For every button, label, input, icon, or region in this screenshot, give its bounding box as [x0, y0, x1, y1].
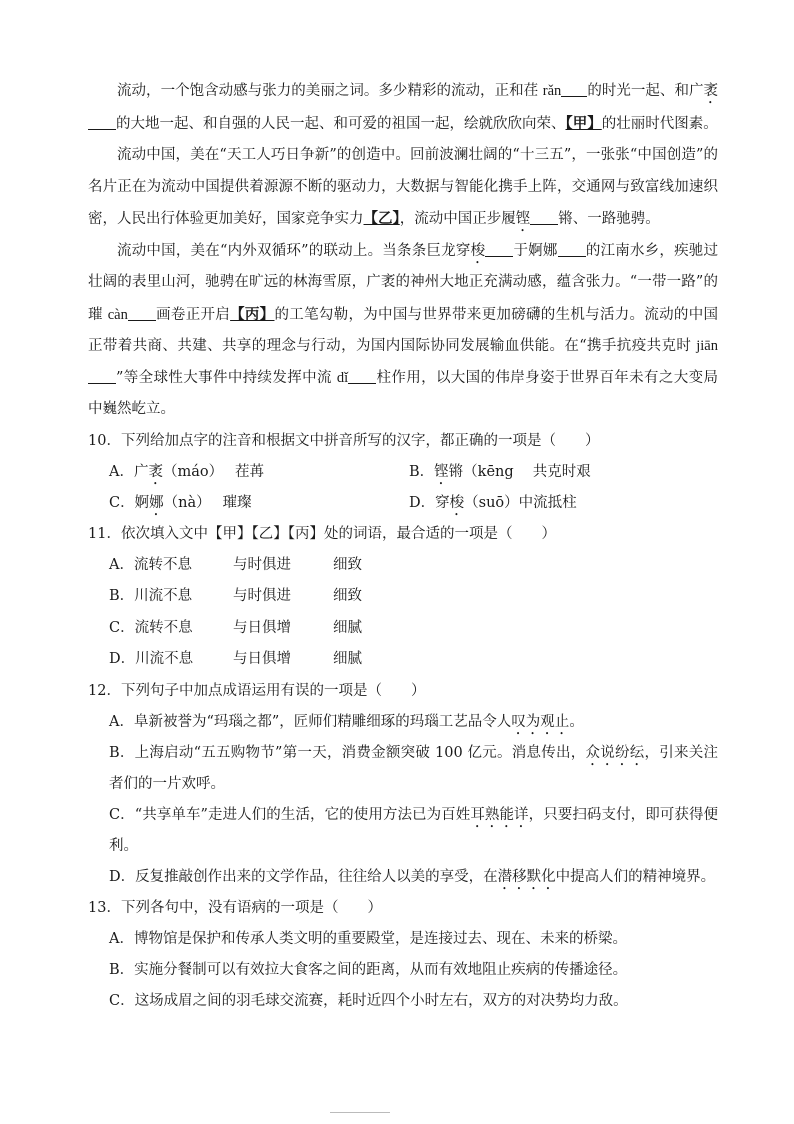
- option-text: 与时俱进: [233, 556, 292, 573]
- text: （nà） 璀璨: [163, 494, 252, 511]
- question-10-stem: 10．下列给加点字的注音和根据文中拼音所写的汉字，都正确的一项是（ ）: [88, 432, 600, 449]
- text: ，只要扫码支付，即可获得便利。: [109, 806, 719, 854]
- option-text: 细腻: [333, 651, 363, 667]
- option-b[interactable]: B．实施分餐制可以有效拉大食客之间的距离，从而有效地阻止疾病的传播途径。: [109, 961, 628, 978]
- bracket-yi: 【乙】: [363, 210, 400, 227]
- text: 的工笔勾勒，为中国与世界带来更加磅礴的生机与活力。流动的中国正带着共商、共建、共享的理念与行动，为国内国际协同发展输血供能。在“携手抗疫共克时: [88, 306, 719, 354]
- option-c[interactable]: [109, 488, 409, 519]
- text: 锵、一路驰骋。: [558, 211, 660, 227]
- text: C．婀: [109, 494, 150, 511]
- fill-blank[interactable]: [558, 241, 586, 257]
- option-d[interactable]: [88, 644, 718, 676]
- question-10-options-ab: [88, 457, 718, 488]
- text: A．广: [109, 463, 149, 480]
- dotted-char: 袤: [148, 463, 163, 480]
- exam-page: [88, 76, 718, 1017]
- question-12-stem: 12．下列句子中加点成语运用有误的一项是（ ）: [88, 682, 426, 699]
- dotted-idiom: 叹为观止: [511, 713, 570, 730]
- option-c[interactable]: [88, 613, 718, 645]
- option-c[interactable]: C．这场成眉之间的羽毛球交流赛，耗时近四个小时左右，双方的对决势均力敌。: [109, 992, 628, 1009]
- option-text: 与日俱增: [233, 651, 292, 667]
- option-b[interactable]: [88, 738, 718, 800]
- option-a[interactable]: A．博物馆是保护和传承人类文明的重要殿堂，是连接过去、现在、未来的桥梁。: [109, 930, 627, 947]
- dotted-char: 梭: [449, 494, 465, 511]
- dotted-idiom: 潜移默化: [497, 868, 556, 885]
- option-b[interactable]: [409, 457, 591, 488]
- option-text: B．川流不息: [109, 588, 193, 604]
- option-text: D．川流不息: [109, 651, 194, 667]
- option-text: 细致: [333, 588, 363, 604]
- fill-blank[interactable]: [530, 210, 558, 226]
- option-text: A．流转不息: [109, 556, 192, 573]
- text: ，引来关注者们的一片欢呼。: [109, 744, 719, 792]
- option-text: 与时俱进: [233, 588, 292, 604]
- text: B．: [409, 463, 435, 480]
- option-text: C．流转不息: [109, 619, 193, 636]
- pinyin: dǐ: [336, 369, 349, 386]
- option-b[interactable]: [88, 581, 718, 613]
- dotted-char: 袤: [703, 83, 718, 99]
- passage-paragraph-1: [88, 76, 718, 140]
- text: 流动中国，美在“内外双循环”的联动上。当条条巨龙穿: [117, 242, 471, 259]
- pinyin: jiān: [696, 338, 718, 354]
- text: D．反复推敲创作出来的文学作品，往往给人以美的享受，在: [109, 868, 498, 885]
- option-text: 细腻: [333, 619, 363, 636]
- text: 锵（kēng 共克时艰: [448, 463, 591, 480]
- question-13-stem: 13．下列各句中，没有语病的一项是（ ）: [88, 899, 382, 916]
- dotted-char: 铿: [515, 211, 531, 227]
- option-a[interactable]: [109, 457, 409, 488]
- text: 的壮丽时代图素。: [601, 115, 718, 132]
- fill-blank[interactable]: [128, 305, 156, 321]
- text: 的大地一起、和自强的人民一起、和可爱的祖国一起，绘就欣欣向荣、: [116, 115, 566, 132]
- fill-blank[interactable]: [88, 368, 116, 384]
- text: ，流动中国正步履: [399, 211, 516, 227]
- fill-blank[interactable]: [485, 241, 513, 257]
- option-text: 细致: [333, 556, 363, 573]
- text: B．上海启动“五五购物节”第一天，消费金额突破 100 亿元。消息传出，: [109, 744, 586, 761]
- text: D．穿: [409, 494, 450, 511]
- text: ”等全球性大事件中持续发挥中流: [116, 369, 337, 386]
- pinyin: càn: [107, 306, 128, 323]
- passage-paragraph-3: [88, 236, 718, 426]
- option-d[interactable]: [88, 862, 718, 893]
- text: 的时光一起、和广: [587, 83, 704, 99]
- dotted-char: 铿: [434, 463, 449, 480]
- text: （máo） 茬苒: [163, 463, 264, 480]
- text: 画卷正开启: [155, 306, 231, 323]
- text: 流动中国，美在“天工人巧日争新”的创造中。回前波澜壮阔的“十三五”，一张张“中国创造”的名片正在为流动中国提供着源源不断的驱动力，大数据与智能化携手上阵，交通网与致富线加速织密，人民出行体验更加美好，国家竞争实力: [88, 147, 718, 227]
- option-a[interactable]: [88, 550, 718, 582]
- dotted-idiom: 众说纷纭: [585, 744, 645, 761]
- text: 。: [569, 713, 584, 730]
- option-text: 与日俱增: [233, 619, 292, 636]
- bracket-bing: 【丙】: [230, 305, 275, 323]
- text: A．阜新被誉为“玛瑙之都”，匠师们精雕细琢的玛瑙工艺品令人: [109, 713, 512, 730]
- option-a[interactable]: [88, 707, 718, 738]
- question-11-stem: 11．依次填入文中【甲】【乙】【丙】处的词语，最合适的一项是（ ）: [88, 525, 556, 542]
- fill-blank[interactable]: [348, 368, 376, 384]
- dotted-char: 梭: [470, 242, 486, 259]
- option-d[interactable]: [409, 488, 577, 519]
- page-footer-rule: [330, 1112, 390, 1117]
- option-c[interactable]: [88, 800, 718, 862]
- text: 中提高人们的精神境界。: [555, 868, 716, 885]
- text: 柱作用，以大国的伟岸身姿于世界百年未有之大变局中巍然屹立。: [88, 369, 718, 417]
- fill-blank[interactable]: [88, 114, 116, 130]
- passage-paragraph-2: [88, 140, 718, 236]
- fill-blank[interactable]: [561, 82, 587, 98]
- pinyin: rǎn: [542, 83, 562, 99]
- bracket-jia: 【甲】: [565, 114, 602, 132]
- text: 流动，一个饱含动感与张力的美丽之词。多少精彩的流动，正和荏: [117, 83, 543, 99]
- text: 于婀娜: [513, 242, 558, 259]
- text: C．“共享单车”走进人们的生活，它的使用方法已为百姓: [109, 806, 471, 823]
- text: （suō）中流抵柱: [464, 494, 577, 511]
- dotted-char: 娜: [149, 494, 164, 511]
- question-10-options-cd: [88, 488, 718, 519]
- text: 的江南水乡，疾驰过壮阔的表里山河，驰骋在旷远的林海雪原，广袤的神州大地正充满动感，蕴含张力。“一带一路”的璀: [88, 242, 719, 323]
- dotted-idiom: 耳熟能详: [470, 806, 529, 823]
